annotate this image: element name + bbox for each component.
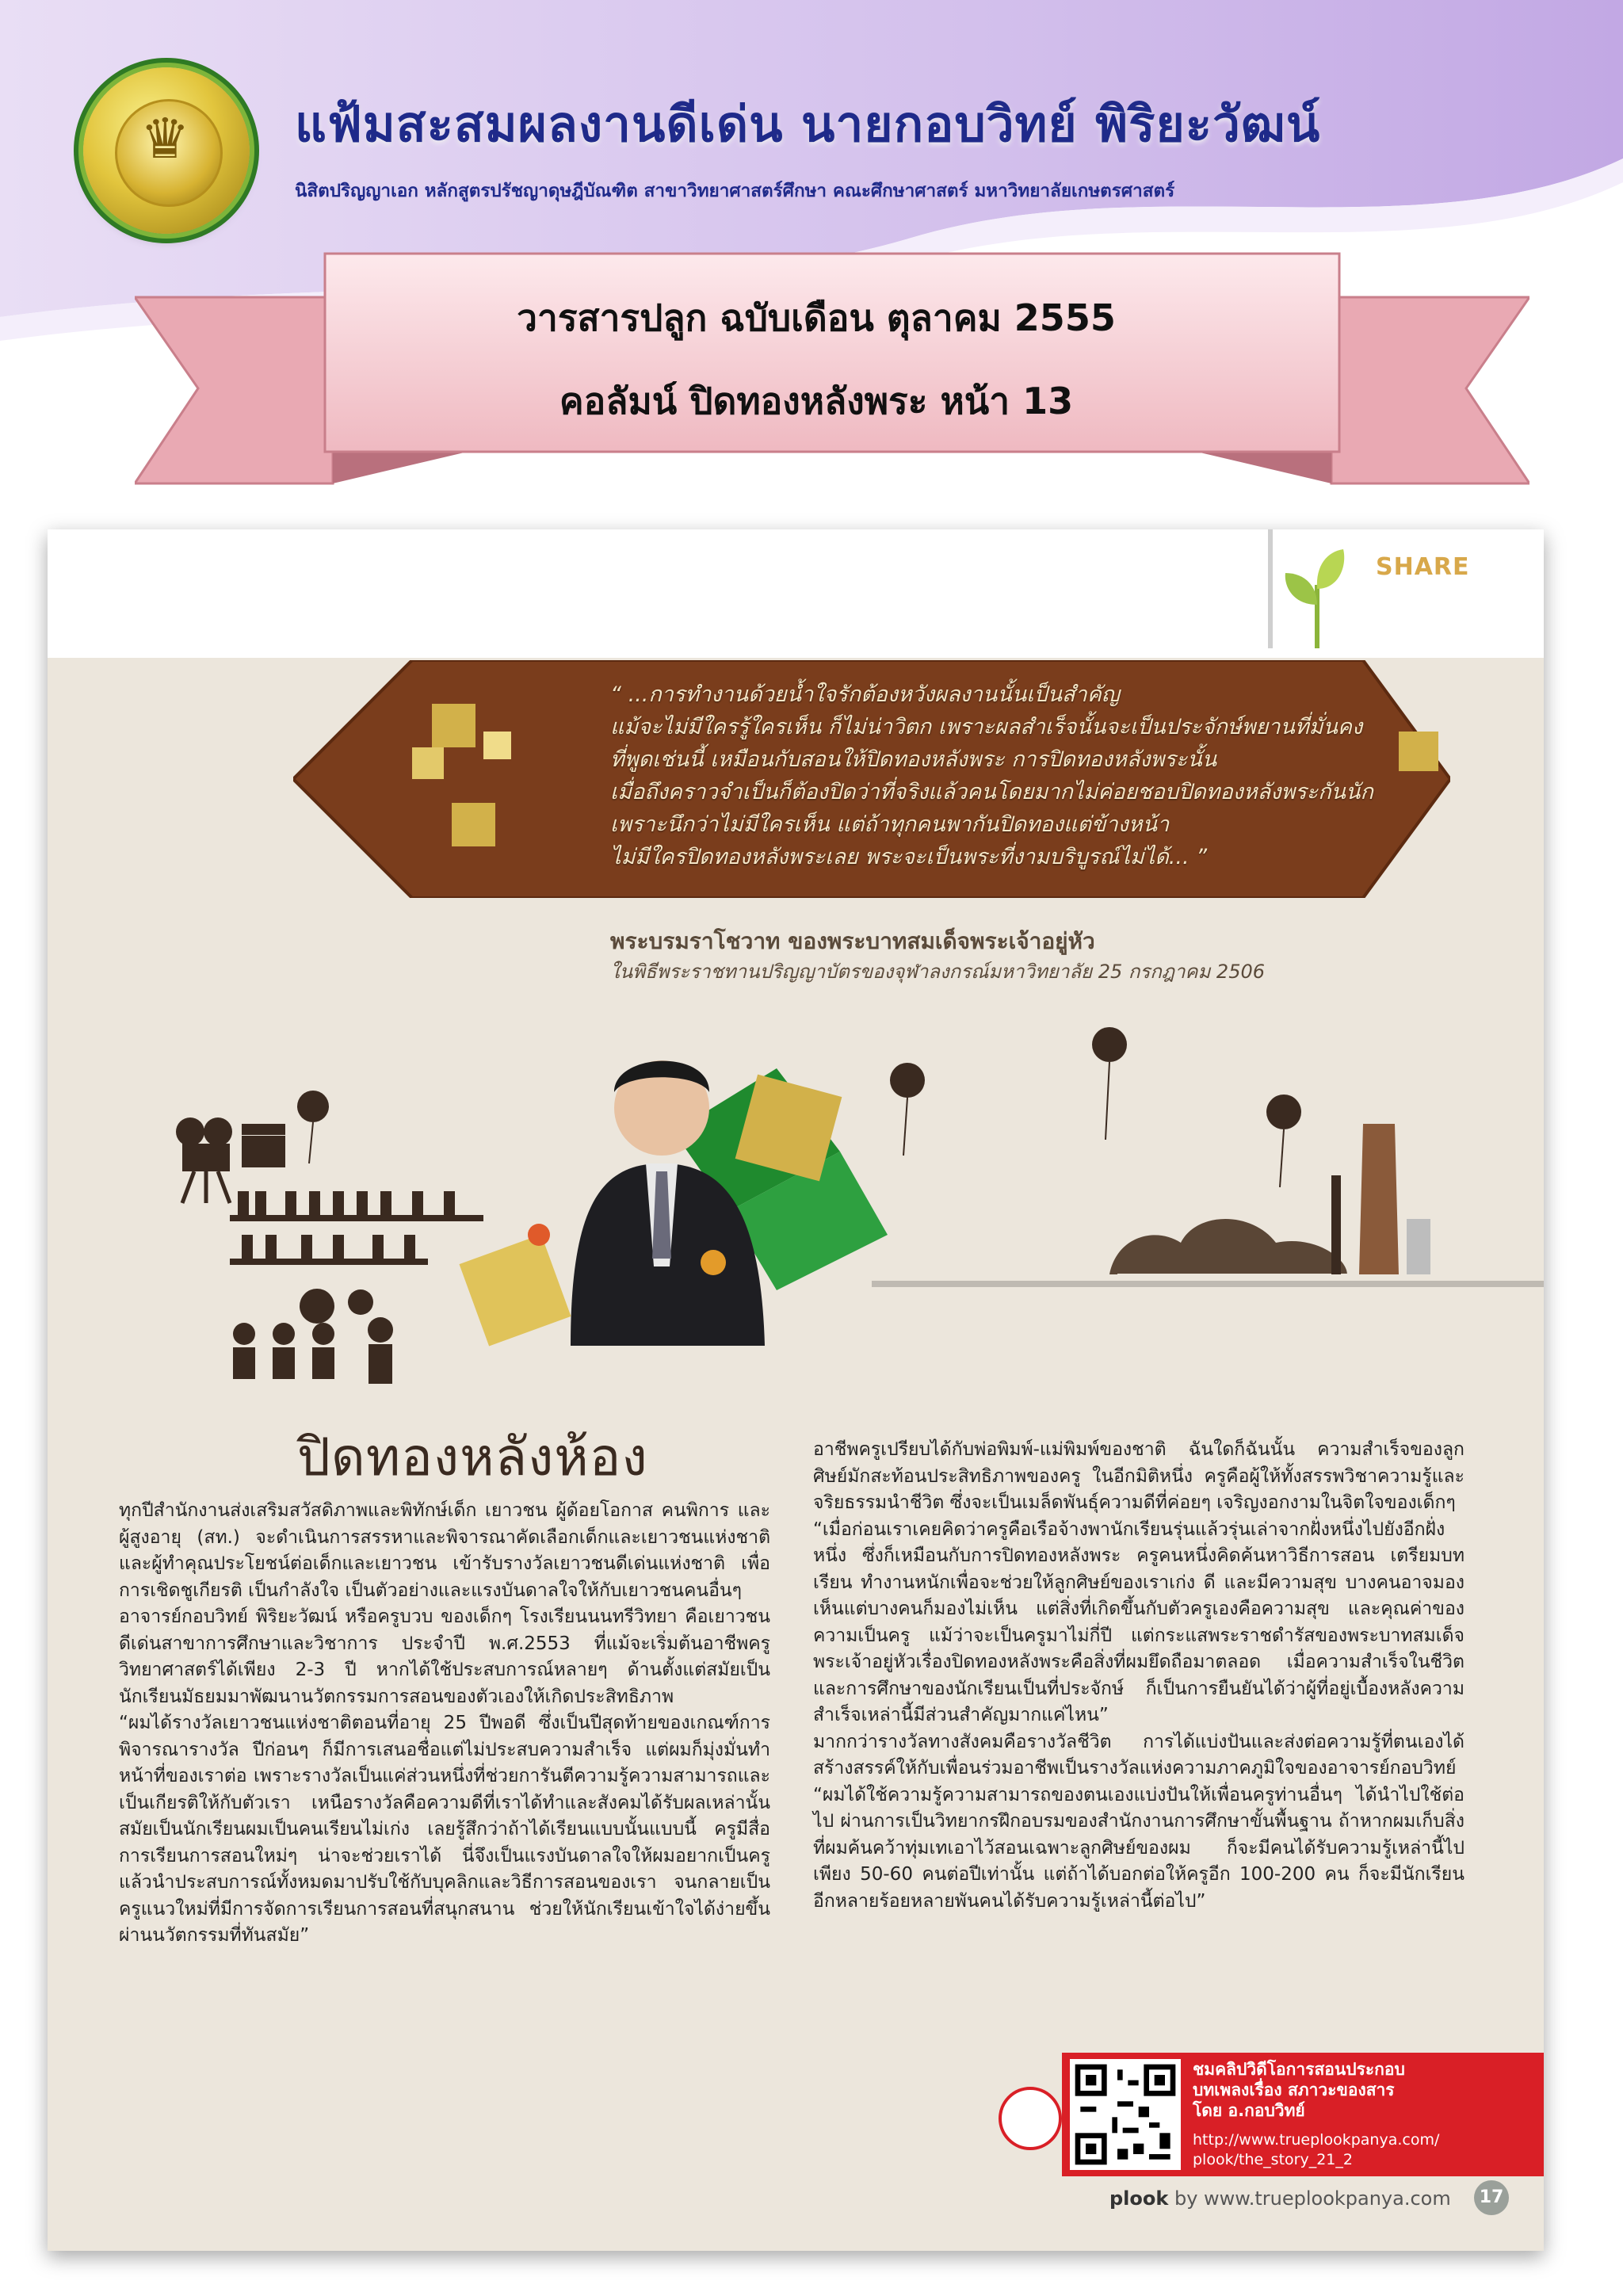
- magazine-footer: [1109, 2187, 1451, 2210]
- qr-caption: ชมคลิปวิดีโอการสอนประกอบ บทเพลงเรื่อง สภาวะของสาร โดย อ.กอบวิทย์: [1193, 2060, 1405, 2120]
- students-icon: [233, 1289, 393, 1384]
- mouse-cursor-icon: [999, 2087, 1062, 2150]
- ribbon-column-page: คอลัมน์ ปิดทองหลังพระ หน้า 13: [559, 380, 1074, 422]
- qr-code-icon[interactable]: [1070, 2059, 1181, 2170]
- ribbon-magazine-issue: วารสารปลูก ฉบับเดือน ตุลาคม 2555: [517, 296, 1116, 339]
- clapperboard-icon: [242, 1124, 285, 1167]
- portfolio-title: แฟ้มสะสมผลงานดีเด่น นายกอบวิทย์ พิริยะวัฒน์: [295, 95, 1321, 153]
- qr-link-url[interactable]: http://www.trueplookpanya.com/ plook/the_story_21_2: [1193, 2131, 1440, 2168]
- plook-brand: plook: [1109, 2187, 1169, 2210]
- article-right-column: อาชีพครูเปรียบได้กับพ่อพิมพ์-แม่พิมพ์ของชาติ ฉันใดก็ฉันนั้น ความสำเร็จของลูกศิษย์มักสะท้อนประสิทธิภาพของครู ในอีกมิติหนึ่ง ครูคือผู้ให้ทั้งสรรพวิชาความรู้และจริยธรรมนำชีวิต ซึ่งจะเป็นเมล็ดพันธุ์ความดีที่ค่อยๆ เจริญงอกงามในจิตใจของเด็กๆ “เมื่อก่อนเราเคยคิดว่าครูคือเรือจ้างพานักเรียนรุ่นแล้วรุ่นเล่าจากฝั่งหนึ่งไปยังอีกฝั่งหนึ่ง ซึ่งก็เหมือนกับการปิดทองหลังพระ ครูคนหนึ่งคิดค้นหาวิธีการสอน เตรียมบทเรียน ทำงานหนักเพื่อจะช่วยให้ลูกศิษย์ของเราเก่ง ดี และมีความสุข บางคนอาจมองเห็นแต่บางคนก็มองไม่เห็น แต่สิ่งที่เกิดขึ้นกับตัวครูเองคือความสุข และคุณค่าของความเป็นครู แม้ว่าจะเป็นครูมาไม่กี่ปี แต่กระแสพระราชดำรัสของพระบาทสมเด็จพระเจ้าอยู่หัวเรื่องปิดทองหลังพระคือสิ่งที่ผมยึดถือมาตลอด เมื่อความสำเร็จในชีวิตและการศึกษาของนักเรียนเป็นที่ประจักษ์ ก็เป็นการยืนยันได้ว่าผู้ที่อยู่เบื้องหลังความสำเร็จเหล่านี้มีส่วนสำคัญมากแค่ไหน” มากกว่ารางวัลทางสังคมคือรางวัลชีวิต การได้แบ่งปันและส่งต่อความรู้ที่ตนเองได้สร้างสรรค์ให้กับเพื่อนร่วมอาชีพเป็นรางวัลแห่งความภาคภูมิใจของอาจารย์กอบวิทย์ “ผมได้ใช้ความรู้ความสามารถของตนเองแบ่งปันให้เพื่อนครูท่านอื่นๆ ได้นำไปใช้ต่อไป ผ่านการเป็นวิทยากรฝึกอบรมของสำนักงานการศึกษาขั้นพื้นฐาน ถ้าหากผมเก็บสิ่งที่ผมค้นคว้าทุ่มเทเอาไว้สอนเฉพาะลูกศิษย์ของผม ก็จะมีคนได้รับความรู้เหล่านี้ไปเพียง 50-60 คนต่อปีเท่านั้น แต่ถ้าได้บอกต่อให้ครูอีก 100-200 คน ก็จะมีนักเรียนอีกหลายร้อยหลายพันคนได้รับความรู้เหล่านี้ต่อไป”: [813, 1439, 1465, 1912]
- quote-source: ในพิธีพระราชทานปริญญาบัตรของจุฬาลงกรณ์มหาวิทยาลัย 25 กรกฎาคม 2506: [610, 961, 1266, 983]
- balloon-icon: [297, 1091, 329, 1122]
- portfolio-subtitle: นิสิตปริญญาเอก หลักสูตรปรัชญาดุษฎีบัณฑิต สาขาวิทยาศาสตร์ศึกษา คณะศึกษาศาสตร์ มหาวิทยาลัยเกษตรศาสตร์: [295, 181, 1175, 201]
- royal-quote-text: “ ...การทำงานด้วยน้ำใจรักต้องหวังผลงานนั้นเป็นสำคัญ แม้จะไม่มีใครรู้ใครเห็น ก็ไม่น่าวิตก เพราะผลสำเร็จนั้นจะเป็นประจักษ์พยานที่มั่นคง ที่พูดเช่นนี้ เหมือนกับสอนให้ปิดทองหลังพระ การปิดทองหลังพระนั้น เมื่อถึงคราวจำเป็นก็ต้องปิดว่าที่จริงแล้วคนโดยมากไม่ค่อยชอบปิดทองหลังพระกันนัก เพราะนึกว่าไม่มีใครเห็น แต่ถ้าทุกคนพากันปิดทองแต่ข้างหน้า ไม่มีใครปิดทองหลังพระเลย พระจะเป็นพระที่งามบริบูรณ์ไม่ได้... ”: [610, 682, 1373, 869]
- page-number-badge: 17: [1474, 2180, 1509, 2215]
- share-label[interactable]: SHARE: [1376, 553, 1470, 581]
- sprout-icon: [1268, 529, 1363, 648]
- article-headline: ปิดทองหลังห้อง: [297, 1427, 648, 1488]
- camera-icon: [176, 1117, 232, 1203]
- footer-website: by www.trueplookpanya.com: [1168, 2187, 1451, 2210]
- quote-attribution: พระบรมราโชวาท ของพระบาทสมเด็จพระเจ้าอยู่หัว: [610, 928, 1095, 954]
- university-seal-logo: [83, 67, 250, 234]
- magazine-page-scan: [48, 529, 1544, 2251]
- seal-emblem-icon: ♛: [140, 106, 190, 171]
- article-left-column: ทุกปีสำนักงานส่งเสริมสวัสดิภาพและพิทักษ์เด็ก เยาวชน ผู้ด้อยโอกาส คนพิการ และผู้สูงอายุ (สท.) จะดำเนินการสรรหาและพิจารณาคัดเลือกเด็กและเยาวชนแห่งชาติ และผู้ทำคุณประโยชน์ต่อเด็กและเยาวชน เข้ารับรางวัลเยาวชนดีเด่นแห่งชาติ เพื่อการเชิดชูเกียรติ เป็นกำลังใจ เป็นตัวอย่างและแรงบันดาลใจให้กับเยาวชนคนอื่นๆ อาจารย์กอบวิทย์ พิริยะวัฒน์ หรือครูบวบ ของเด็กๆ โรงเรียนนนทรีวิทยา คือเยาวชนดีเด่นสาขาการศึกษาและวิชาการ ประจำปี พ.ศ.2553 ที่แม้จะเริ่มต้นอาชีพครูวิทยาศาสตร์ได้เพียง 2-3 ปี หากได้ใช้ประสบการณ์หลายๆ ด้านตั้งแต่สมัยเป็นนักเรียนมัธยมมาพัฒนานวัตกรรมการสอนของตัวเองให้เกิดประสิทธิภาพ “ผมได้รางวัลเยาวชนแห่งชาติตอนที่อายุ 25 ปีพอดี ซึ่งเป็นปีสุดท้ายของเกณฑ์การพิจารณารางวัล ปีก่อนๆ ก็มีการเสนอชื่อแต่ไม่ประสบความสำเร็จ แต่ผมก็มุ่งมั่นทำหน้าที่ของเราต่อ เพราะรางวัลเป็นแค่ส่วนหนึ่งที่ช่วยการันตีความรู้ความสามารถและเป็นเกียรติให้กับตัวเรา เหนือรางวัลคือความดีที่เราได้ทำและสังคมได้รับผลเหล่านั้น สมัยเป็นนักเรียนผมเป็นคนเรียนไม่เก่ง เลยรู้สึกว่าถ้าได้เรียนแบบนั้นแบบนี้ ครูมีสื่อการเรียนการสอนใหม่ๆ น่าจะช่วยเราได้ นี่จึงเป็นแรงบันดาลใจให้ผมอยากเป็นครู แล้วนำประสบการณ์ทั้งหมดมาปรับใช้กับบุคลิกและวิธีการสอนของเรา จนกลายเป็นครูแนวใหม่ที่มีการจัดการเรียนการสอนที่สนุกสนาน ช่วยให้นักเรียนเข้าใจได้ง่ายขึ้นผ่านนวัตกรรมที่ทันสมัย”: [119, 1500, 770, 1946]
- article-illustration: [48, 1005, 1544, 1449]
